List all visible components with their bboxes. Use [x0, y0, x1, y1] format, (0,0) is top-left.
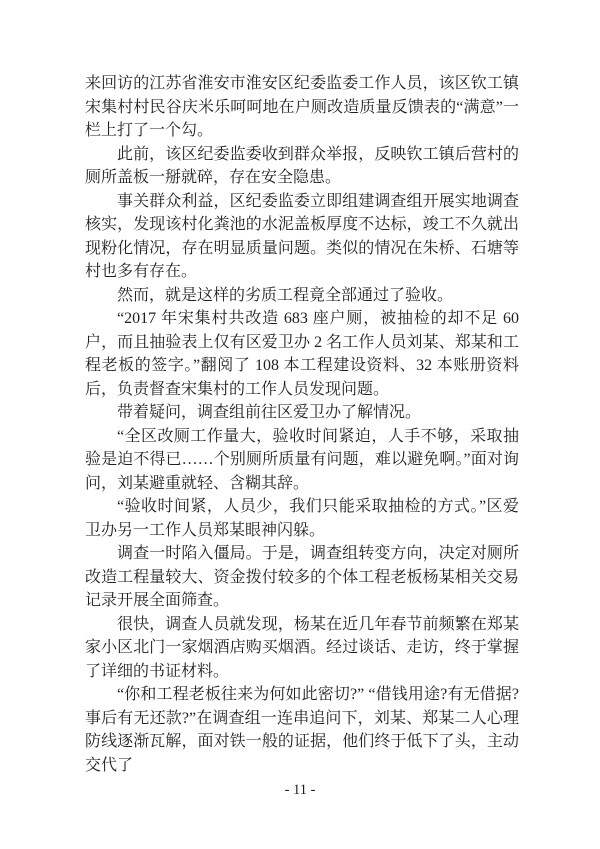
paragraph: 来回访的江苏省淮安市淮安区纪委监委工作人员，该区钦工镇宋集村村民谷庆米乐呵呵地在户厕改造质量反馈表的“满意”一栏上打了一个勾。 [85, 75, 519, 139]
paragraph: 带着疑问，调查组前往区爱卫办了解情况。 [117, 404, 422, 421]
page-number: - 11 - [284, 782, 316, 798]
paragraph: “你和工程老板往来为何如此密切?” “借钱用途?有无借据?事后有无还款?”在调查组一连串追问下，刘某、郑某二人心理防线逐渐瓦解，面对铁一般的证据，他们终于低下了头，主动交代了 [85, 686, 519, 774]
paragraph: “验收时间紧，人员少，我们只能采取抽检的方式。”区爱卫办另一工作人员郑某眼神闪躲。 [85, 498, 519, 539]
paragraph: 调查一时陷入僵局。于是，调查组转变方向，决定对厕所改造工程量较大、资金拨付较多的个体工程老板杨某相关交易记录开展全面筛查。 [85, 545, 519, 609]
body-text [85, 72, 519, 777]
paragraph: 很快，调查人员就发现，杨某在近几年春节前频繁在郑某家小区北门一家烟酒店购买烟酒。经过谈话、走访，终于掌握了详细的书证材料。 [85, 615, 519, 680]
paragraph: 事关群众利益，区纪委监委立即组建调查组开展实地调查核实，发现该村化粪池的水泥盖板厚度不达标，竣工不久就出现粉化情况，存在明显质量问题。类似的情况在朱桥、石塘等村也多有存在。 [85, 192, 519, 280]
paragraph: “2017 年宋集村共改造 683 座户厕，被抽检的却不足 60 户，而且抽验表上仅有区爱卫办 2 名工作人员刘某、郑某和工程老板的签字。”翻阅了 108 本工程建设资料、32 本账册资料后，负责督查宋集村的工作人员发现问题。 [85, 310, 519, 398]
paragraph: 然而，就是这样的劣质工程竟全部通过了验收。 [117, 286, 454, 304]
paragraph: “全区改厕工作量大，验收时间紧迫，人手不够，采取抽验是迫不得已……个别厕所质量有问题，难以避免啊。”面对询问，刘某避重就轻、含糊其辞。 [85, 427, 519, 492]
paragraph: 此前，该区纪委监委收到群众举报，反映钦工镇后营村的厕所盖板一掰就碎，存在安全隐患。 [85, 145, 519, 186]
